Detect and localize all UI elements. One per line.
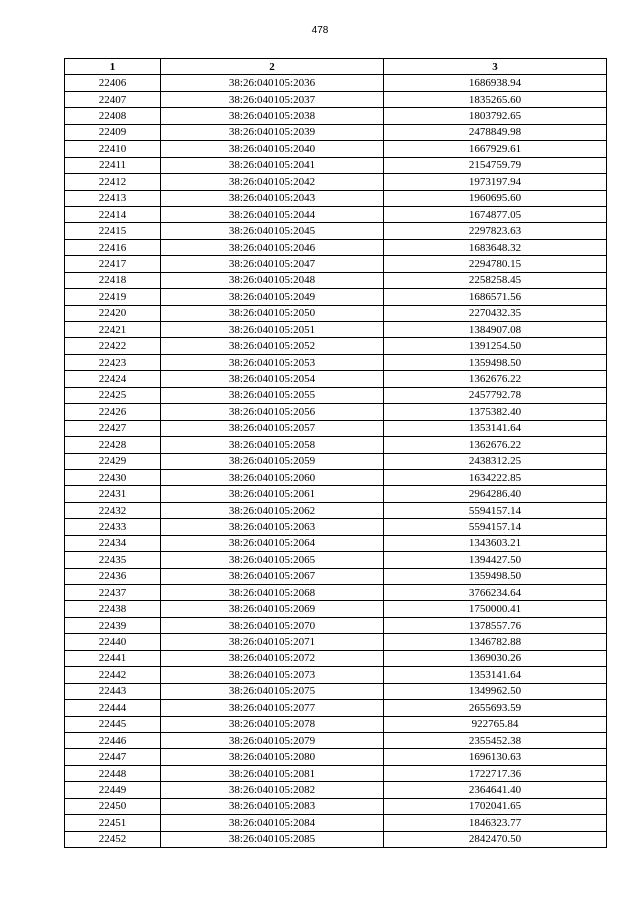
value-cell: 2438312.25 (384, 453, 607, 469)
row-number-cell: 22417 (65, 256, 161, 272)
row-number-cell: 22423 (65, 354, 161, 370)
cadastral-number-cell: 38:26:040105:2085 (161, 831, 384, 847)
value-cell: 5594157.14 (384, 502, 607, 518)
table-row (65, 667, 607, 683)
table-row (65, 453, 607, 469)
table-row (65, 322, 607, 338)
table-row (65, 75, 607, 91)
value-cell: 1686571.56 (384, 289, 607, 305)
row-number-cell: 22440 (65, 634, 161, 650)
value-cell: 1359498.50 (384, 354, 607, 370)
row-number-cell: 22444 (65, 700, 161, 716)
table-row (65, 617, 607, 633)
table-row (65, 223, 607, 239)
row-number-cell: 22427 (65, 420, 161, 436)
row-number-cell: 22421 (65, 322, 161, 338)
value-cell: 1378557.76 (384, 617, 607, 633)
row-number-cell: 22413 (65, 190, 161, 206)
cadastral-number-cell: 38:26:040105:2058 (161, 437, 384, 453)
row-number-cell: 22411 (65, 157, 161, 173)
row-number-cell: 22425 (65, 387, 161, 403)
cadastral-number-cell: 38:26:040105:2040 (161, 141, 384, 157)
value-cell: 2154759.79 (384, 157, 607, 173)
value-cell: 2270432.35 (384, 305, 607, 321)
cadastral-number-cell: 38:26:040105:2069 (161, 601, 384, 617)
cadastral-number-cell: 38:26:040105:2062 (161, 502, 384, 518)
row-number-cell: 22424 (65, 371, 161, 387)
table-row (65, 634, 607, 650)
cadastral-number-cell: 38:26:040105:2060 (161, 469, 384, 485)
table-row (65, 601, 607, 617)
value-cell: 1369030.26 (384, 650, 607, 666)
table-row (65, 420, 607, 436)
cadastral-number-cell: 38:26:040105:2039 (161, 124, 384, 140)
value-cell: 1683648.32 (384, 239, 607, 255)
value-cell: 1384907.08 (384, 322, 607, 338)
cadastral-number-cell: 38:26:040105:2054 (161, 371, 384, 387)
cadastral-number-cell: 38:26:040105:2064 (161, 535, 384, 551)
value-cell: 1722717.36 (384, 765, 607, 781)
cadastral-number-cell: 38:26:040105:2038 (161, 108, 384, 124)
row-number-cell: 22426 (65, 404, 161, 420)
value-cell: 922765.84 (384, 716, 607, 732)
value-cell: 1667929.61 (384, 141, 607, 157)
cadastral-number-cell: 38:26:040105:2061 (161, 486, 384, 502)
row-number-cell: 22414 (65, 206, 161, 222)
cadastral-number-cell: 38:26:040105:2072 (161, 650, 384, 666)
value-cell: 1702041.65 (384, 798, 607, 814)
cadastral-number-cell: 38:26:040105:2081 (161, 765, 384, 781)
row-number-cell: 22410 (65, 141, 161, 157)
cadastral-number-cell: 38:26:040105:2073 (161, 667, 384, 683)
table-row (65, 535, 607, 551)
value-cell: 1846323.77 (384, 815, 607, 831)
cadastral-number-cell: 38:26:040105:2080 (161, 749, 384, 765)
table-row (65, 437, 607, 453)
value-cell: 1353141.64 (384, 667, 607, 683)
cadastral-number-cell: 38:26:040105:2079 (161, 732, 384, 748)
value-cell: 2258258.45 (384, 272, 607, 288)
value-cell: 1394427.50 (384, 552, 607, 568)
row-number-cell: 22446 (65, 732, 161, 748)
value-cell: 1391254.50 (384, 338, 607, 354)
cadastral-number-cell: 38:26:040105:2082 (161, 782, 384, 798)
row-number-cell: 22418 (65, 272, 161, 288)
row-number-cell: 22428 (65, 437, 161, 453)
value-cell: 2655693.59 (384, 700, 607, 716)
table-row (65, 519, 607, 535)
cadastral-number-cell: 38:26:040105:2084 (161, 815, 384, 831)
value-cell: 5594157.14 (384, 519, 607, 535)
cadastral-number-cell: 38:26:040105:2071 (161, 634, 384, 650)
row-number-cell: 22448 (65, 765, 161, 781)
cadastral-number-cell: 38:26:040105:2070 (161, 617, 384, 633)
value-cell: 2294780.15 (384, 256, 607, 272)
cadastral-number-cell: 38:26:040105:2051 (161, 322, 384, 338)
column-header-1: 1 (65, 59, 161, 75)
value-cell: 1750000.41 (384, 601, 607, 617)
table-row (65, 749, 607, 765)
cadastral-number-cell: 38:26:040105:2046 (161, 239, 384, 255)
value-cell: 1343603.21 (384, 535, 607, 551)
table-body (65, 75, 607, 848)
cadastral-number-cell: 38:26:040105:2057 (161, 420, 384, 436)
table-row (65, 157, 607, 173)
table-row (65, 650, 607, 666)
table-row (65, 206, 607, 222)
value-cell: 2478849.98 (384, 124, 607, 140)
cadastral-number-cell: 38:26:040105:2047 (161, 256, 384, 272)
table-row (65, 256, 607, 272)
row-number-cell: 22437 (65, 585, 161, 601)
row-number-cell: 22420 (65, 305, 161, 321)
cadastral-number-cell: 38:26:040105:2037 (161, 91, 384, 107)
table-row (65, 108, 607, 124)
cadastral-number-cell: 38:26:040105:2063 (161, 519, 384, 535)
row-number-cell: 22442 (65, 667, 161, 683)
cadastral-number-cell: 38:26:040105:2083 (161, 798, 384, 814)
value-cell: 1674877.05 (384, 206, 607, 222)
value-cell: 1353141.64 (384, 420, 607, 436)
row-number-cell: 22451 (65, 815, 161, 831)
table-row (65, 765, 607, 781)
table-row (65, 272, 607, 288)
column-header-3: 3 (384, 59, 607, 75)
table-row (65, 585, 607, 601)
cadastral-number-cell: 38:26:040105:2077 (161, 700, 384, 716)
table-row (65, 338, 607, 354)
row-number-cell: 22407 (65, 91, 161, 107)
row-number-cell: 22408 (65, 108, 161, 124)
table-row (65, 91, 607, 107)
row-number-cell: 22450 (65, 798, 161, 814)
cadastral-number-cell: 38:26:040105:2042 (161, 174, 384, 190)
value-cell: 1375382.40 (384, 404, 607, 420)
value-cell: 1960695.60 (384, 190, 607, 206)
table-row (65, 716, 607, 732)
table-row (65, 486, 607, 502)
table-row (65, 305, 607, 321)
cadastral-number-cell: 38:26:040105:2050 (161, 305, 384, 321)
table-row (65, 502, 607, 518)
row-number-cell: 22443 (65, 683, 161, 699)
row-number-cell: 22416 (65, 239, 161, 255)
cadastral-number-cell: 38:26:040105:2052 (161, 338, 384, 354)
row-number-cell: 22441 (65, 650, 161, 666)
value-cell: 2457792.78 (384, 387, 607, 403)
value-cell: 1835265.60 (384, 91, 607, 107)
table-row (65, 354, 607, 370)
cadastral-number-cell: 38:26:040105:2056 (161, 404, 384, 420)
row-number-cell: 22447 (65, 749, 161, 765)
cadastral-number-cell: 38:26:040105:2041 (161, 157, 384, 173)
table-row (65, 239, 607, 255)
table-row (65, 782, 607, 798)
cadastral-number-cell: 38:26:040105:2049 (161, 289, 384, 305)
table-row (65, 798, 607, 814)
cadastral-number-cell: 38:26:040105:2059 (161, 453, 384, 469)
cadastral-number-cell: 38:26:040105:2055 (161, 387, 384, 403)
row-number-cell: 22435 (65, 552, 161, 568)
table-row (65, 289, 607, 305)
cadastral-number-cell: 38:26:040105:2065 (161, 552, 384, 568)
value-cell: 1362676.22 (384, 437, 607, 453)
value-cell: 1696130.63 (384, 749, 607, 765)
table-row (65, 371, 607, 387)
cadastral-number-cell: 38:26:040105:2075 (161, 683, 384, 699)
cadastral-number-cell: 38:26:040105:2036 (161, 75, 384, 91)
table-row (65, 568, 607, 584)
cadastral-number-cell: 38:26:040105:2067 (161, 568, 384, 584)
value-cell: 3766234.64 (384, 585, 607, 601)
row-number-cell: 22452 (65, 831, 161, 847)
column-header-2: 2 (161, 59, 384, 75)
value-cell: 2355452.38 (384, 732, 607, 748)
row-number-cell: 22412 (65, 174, 161, 190)
table-row (65, 831, 607, 847)
cadastral-number-cell: 38:26:040105:2045 (161, 223, 384, 239)
row-number-cell: 22436 (65, 568, 161, 584)
table-header-row (65, 59, 607, 75)
value-cell: 2964286.40 (384, 486, 607, 502)
data-table (64, 58, 607, 848)
table-row (65, 190, 607, 206)
value-cell: 2364641.40 (384, 782, 607, 798)
value-cell: 1362676.22 (384, 371, 607, 387)
table-row (65, 700, 607, 716)
cadastral-number-cell: 38:26:040105:2078 (161, 716, 384, 732)
cadastral-number-cell: 38:26:040105:2048 (161, 272, 384, 288)
row-number-cell: 22429 (65, 453, 161, 469)
table-row (65, 174, 607, 190)
row-number-cell: 22430 (65, 469, 161, 485)
value-cell: 1803792.65 (384, 108, 607, 124)
row-number-cell: 22434 (65, 535, 161, 551)
row-number-cell: 22449 (65, 782, 161, 798)
table-row (65, 552, 607, 568)
row-number-cell: 22432 (65, 502, 161, 518)
row-number-cell: 22422 (65, 338, 161, 354)
row-number-cell: 22445 (65, 716, 161, 732)
row-number-cell: 22419 (65, 289, 161, 305)
cadastral-number-cell: 38:26:040105:2044 (161, 206, 384, 222)
value-cell: 2297823.63 (384, 223, 607, 239)
row-number-cell: 22406 (65, 75, 161, 91)
value-cell: 1359498.50 (384, 568, 607, 584)
table-row (65, 469, 607, 485)
value-cell: 2842470.50 (384, 831, 607, 847)
table-row (65, 124, 607, 140)
value-cell: 1346782.88 (384, 634, 607, 650)
value-cell: 1634222.85 (384, 469, 607, 485)
cadastral-number-cell: 38:26:040105:2043 (161, 190, 384, 206)
value-cell: 1973197.94 (384, 174, 607, 190)
value-cell: 1686938.94 (384, 75, 607, 91)
row-number-cell: 22415 (65, 223, 161, 239)
value-cell: 1349962.50 (384, 683, 607, 699)
table-row (65, 141, 607, 157)
table-row (65, 683, 607, 699)
table-row (65, 732, 607, 748)
row-number-cell: 22433 (65, 519, 161, 535)
table-row (65, 387, 607, 403)
cadastral-number-cell: 38:26:040105:2068 (161, 585, 384, 601)
row-number-cell: 22438 (65, 601, 161, 617)
row-number-cell: 22409 (65, 124, 161, 140)
cadastral-number-cell: 38:26:040105:2053 (161, 354, 384, 370)
row-number-cell: 22431 (65, 486, 161, 502)
table-row (65, 815, 607, 831)
page-number: 478 (311, 25, 329, 36)
row-number-cell: 22439 (65, 617, 161, 633)
table-row (65, 404, 607, 420)
